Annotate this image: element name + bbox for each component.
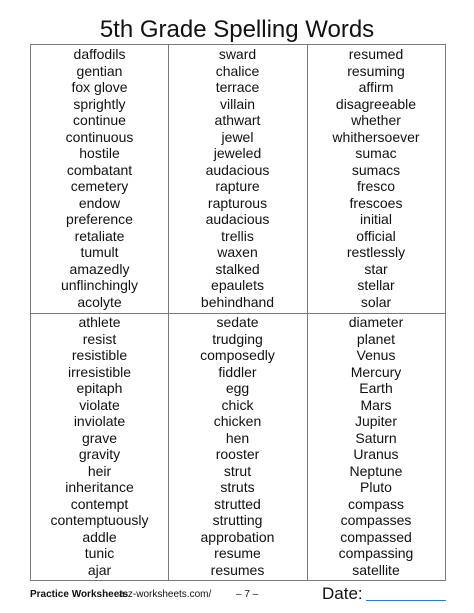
- worksheet-title: 5th Grade Spelling Words: [99, 16, 375, 43]
- spelling-word: Mars: [360, 396, 392, 413]
- page-footer: [30, 584, 446, 606]
- spelling-word: heir: [87, 462, 112, 479]
- spelling-word: hostile: [79, 145, 120, 161]
- spelling-word: villain: [219, 95, 255, 112]
- spelling-word: stellar: [357, 277, 395, 293]
- spelling-word: daffodils: [73, 46, 126, 62]
- word-column-3-bottom: [307, 314, 445, 578]
- spelling-word: composedly: [200, 347, 275, 363]
- spelling-word: athlete: [78, 314, 121, 330]
- spelling-word: disagreeable: [335, 95, 417, 112]
- spelling-word: fresco: [356, 178, 396, 194]
- spelling-word: continue: [73, 112, 126, 128]
- footer-website: a-z-worksheets.com/: [119, 589, 212, 600]
- spelling-word: whether: [351, 112, 401, 128]
- spelling-word: jeweled: [213, 145, 262, 161]
- spelling-word: waxen: [217, 244, 258, 260]
- date-label: Date:: [322, 584, 363, 603]
- spelling-word-grid: [30, 44, 446, 581]
- spelling-word: contempt: [70, 495, 129, 512]
- spelling-word: behindhand: [200, 293, 275, 310]
- spelling-word: whithersoever: [332, 128, 420, 145]
- spelling-word: gentian: [76, 62, 123, 79]
- spelling-word: stalked: [215, 260, 260, 277]
- spelling-word: official: [356, 227, 396, 244]
- spelling-word: cemetery: [70, 178, 129, 194]
- spelling-word: rooster: [215, 446, 260, 462]
- spelling-word: addle: [82, 528, 117, 545]
- spelling-word: fox glove: [71, 79, 128, 95]
- spelling-word: planet: [356, 330, 396, 347]
- spelling-word: sumac: [355, 145, 397, 161]
- spelling-word: compassed: [340, 528, 412, 545]
- date-entry-line: [366, 600, 446, 601]
- spelling-word: compasses: [340, 512, 412, 528]
- spelling-word: Venus: [356, 347, 396, 363]
- word-column-2-top: [168, 46, 307, 310]
- spelling-word: sward: [218, 46, 257, 62]
- page-number: – 7 –: [236, 589, 259, 600]
- spelling-word: resuming: [347, 62, 405, 79]
- spelling-word: audacious: [205, 211, 270, 227]
- spelling-word: rapturous: [207, 194, 268, 211]
- spelling-word: tumult: [80, 244, 119, 260]
- spelling-word: diameter: [348, 314, 404, 330]
- spelling-word: acolyte: [77, 293, 122, 310]
- spelling-word: combatant: [66, 161, 133, 178]
- spelling-word: approbation: [200, 528, 275, 545]
- word-column-1-top: [31, 46, 168, 310]
- spelling-word: inviolate: [73, 413, 126, 429]
- spelling-word: initial: [360, 211, 392, 227]
- spelling-word: preference: [66, 211, 133, 227]
- spelling-word: solar: [360, 293, 392, 310]
- spelling-word: jewel: [221, 128, 254, 145]
- spelling-word: strutted: [214, 495, 261, 512]
- spelling-word: strutting: [212, 512, 263, 528]
- spelling-word: sumacs: [351, 161, 401, 178]
- spelling-word: strut: [223, 462, 252, 479]
- spelling-word: sprightly: [73, 95, 126, 112]
- spelling-word: gravity: [78, 446, 121, 462]
- word-column-2-bottom: [168, 314, 307, 578]
- spelling-word: amazedly: [69, 260, 130, 277]
- spelling-word: resumed: [348, 46, 404, 62]
- spelling-word: restlessly: [346, 244, 406, 260]
- word-column-1-bottom: [31, 314, 168, 578]
- spelling-word: ajar: [87, 561, 112, 578]
- spelling-word: contemptuously: [50, 512, 149, 528]
- spelling-word: Pluto: [360, 479, 392, 495]
- spelling-word: continuous: [65, 128, 134, 145]
- spelling-word: chicken: [213, 413, 262, 429]
- spelling-word: inheritance: [65, 479, 134, 495]
- spelling-word: chalice: [215, 62, 260, 79]
- spelling-word: frescoes: [349, 194, 403, 211]
- spelling-word: Mercury: [350, 363, 402, 380]
- spelling-word: unflinchingly: [60, 277, 139, 293]
- spelling-word: epaulets: [211, 277, 264, 293]
- word-column-3-top: [307, 46, 445, 310]
- spelling-word: trellis: [221, 227, 254, 244]
- spelling-word: trudging: [212, 330, 263, 347]
- spelling-word: compass: [347, 495, 405, 512]
- spelling-word: Jupiter: [354, 413, 398, 429]
- spelling-word: rapture: [215, 178, 260, 194]
- spelling-word: fiddler: [218, 363, 257, 380]
- spelling-word: terrace: [215, 79, 260, 95]
- spelling-word: Neptune: [349, 462, 403, 479]
- spelling-word: egg: [225, 380, 250, 396]
- spelling-word: star: [364, 260, 388, 277]
- spelling-word: satellite: [352, 561, 400, 578]
- spelling-word: resistible: [71, 347, 128, 363]
- spelling-word: grave: [81, 429, 118, 446]
- spelling-word: compassing: [338, 545, 414, 561]
- spelling-word: sedate: [216, 314, 259, 330]
- footer-label: Practice Worksheets: [30, 589, 129, 600]
- spelling-word: irresistible: [67, 363, 131, 380]
- spelling-word: resist: [82, 330, 117, 347]
- spelling-word: resumes: [210, 561, 265, 578]
- spelling-word: endow: [78, 194, 121, 211]
- spelling-word: tunic: [84, 545, 115, 561]
- spelling-word: hen: [225, 429, 250, 446]
- spelling-word: Uranus: [353, 446, 399, 462]
- spelling-word: epitaph: [76, 380, 123, 396]
- spelling-word: resume: [214, 545, 261, 561]
- spelling-word: struts: [220, 479, 255, 495]
- spelling-word: retaliate: [74, 227, 125, 244]
- spelling-word: Earth: [359, 380, 393, 396]
- spelling-word: affirm: [358, 79, 394, 95]
- spelling-word: athwart: [214, 112, 261, 128]
- spelling-word: violate: [79, 396, 120, 413]
- spelling-word: Saturn: [355, 429, 397, 446]
- spelling-word: chick: [221, 396, 254, 413]
- spelling-word: audacious: [205, 161, 270, 178]
